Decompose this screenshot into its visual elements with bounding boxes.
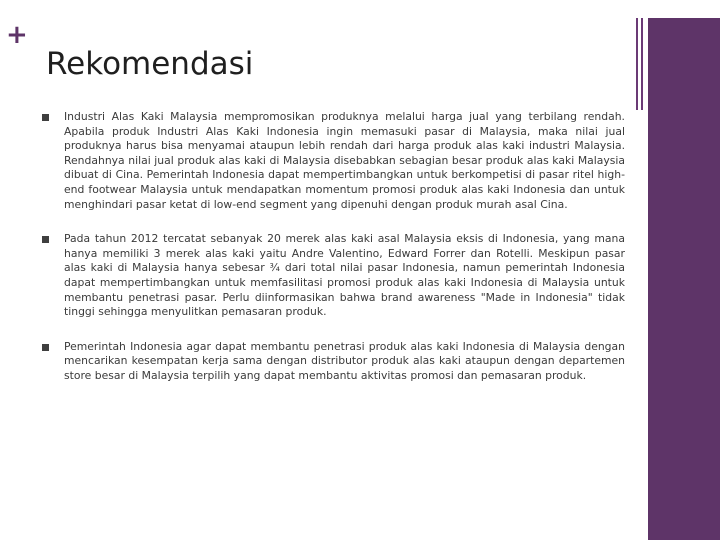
bullet-text: Pemerintah Indonesia agar dapat membantu penetrasi produk alas kaki Indonesia di Malaysia dengan mencarikan kesempatan kerja sama dengan distributor produk alas kaki ataupun dengan departemen store besar di Malaysia terpilih yang dapat membantu aktivitas promosi dan pemasaran produk. (64, 339, 625, 382)
bullet-text: Pada tahun 2012 tercatat sebanyak 20 merek alas kaki asal Malaysia eksis di Indonesia, yang mana hanya memiliki 3 merek alas kaki yaitu Andre Valentino, Edward Forrer dan Rotelli. Meskipun pasar alas kaki di Malaysia hanya sebesar ¾ dari total nilai pasar Indonesia, namun pemerintah Indonesia dapat mempertimbangkan untuk memfasilitasi promosi produk alas kaki Indonesia di Malaysia untuk membantu penetrasi pasar. Perlu diinformasikan bahwa brand awareness "Made in Indonesia" tidak tinggi sehingga menyulitkan pemasaran produk. (64, 232, 625, 319)
square-bullet-icon (42, 236, 49, 243)
decorative-line-left (636, 18, 638, 110)
bullet-list (40, 110, 625, 404)
page-title: Rekomendasi (46, 46, 254, 82)
decorative-line-right (641, 18, 643, 110)
square-bullet-icon (42, 114, 49, 121)
bullet-item (40, 110, 625, 212)
bullet-item (40, 340, 625, 384)
bullet-item (40, 232, 625, 320)
plus-icon: + (6, 20, 28, 50)
bullet-text: Industri Alas Kaki Malaysia mempromosikan produknya melalui harga jual yang terbilang rendah. Apabila produk Industri Alas Kaki Indonesia ingin memasuki pasar di Malaysia, maka nilai jual produknya harus bisa menyamai ataupun lebih rendah dari harga produk alas kaki industri Malaysia. Rendahnya nilai jual produk alas kaki di Malaysia disebabkan sebagian besar produk alas kaki Malaysia dibuat di Cina. Pemerintah Indonesia dapat mempertimbangkan untuk berkompetisi di pasar ritel high-end footwear Malaysia untuk mendapatkan momentum promosi produk alas kaki Indonesia dan untuk menghindari pasar ketat di low-end segment yang dipenuhi dengan produk murah asal Cina. (64, 110, 625, 211)
decorative-side-block (648, 18, 720, 540)
square-bullet-icon (42, 344, 49, 351)
